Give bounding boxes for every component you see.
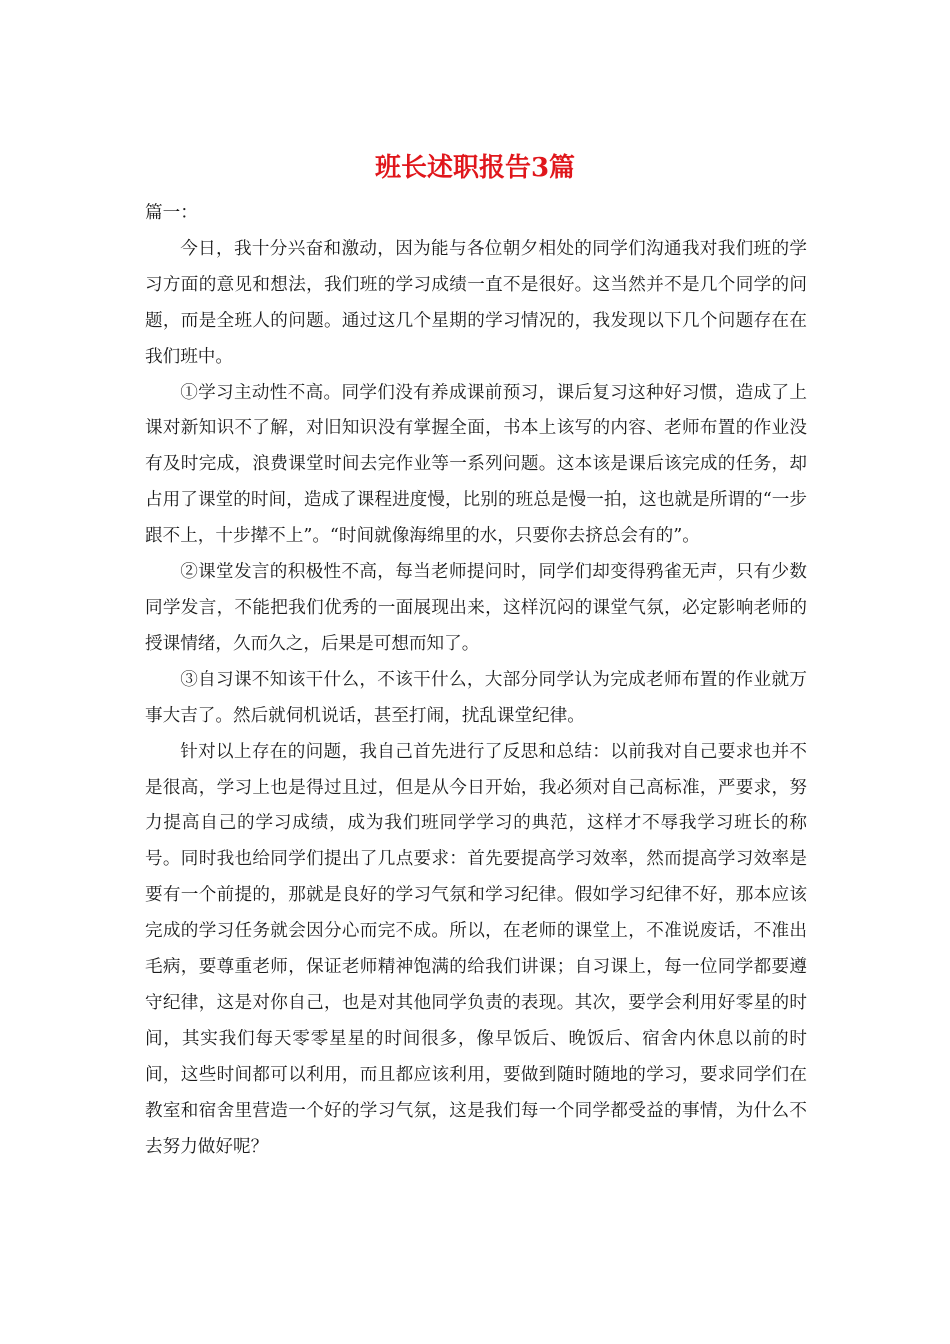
paragraph-intro: 今日，我十分兴奋和激动，因为能与各位朝夕相处的同学们沟通我对我们班的学习方面的意见和想法，我们班的学习成绩一直不是很好。这当然并不是几个同学的问题，而是全班人的问题。通过这几个星期的学习情况的，我发现以下几个问题存在在我们班中。	[145, 238, 807, 367]
document-title: 班长述职报告3篇	[374, 153, 576, 183]
paragraph-reflection: 针对以上存在的问题，我自己首先进行了反思和总结：以前我对自己要求也并不是很高，学习上也是得过且过，但是从今日开始，我必须对自己高标准，严要求，努力提高自己的学习成绩，成为我们班同学学习的典范，这样才不辱我学习班长的称号。同时我也给同学们提出了几点要求：首先要提高学习效率，然而提高学习效率是要有一个前提的，那就是良好的学习气氛和学习纪律。假如学习纪律不好，那本应该完成的学习任务就会因分心而完不成。所以，在老师的课堂上，不准说废话，不准出毛病，要尊重老师，保证老师精神饱满的给我们讲课；自习课上，每一位同学都要遵守纪律，这是对你自己，也是对其他同学负责的表现。其次，要学会利用好零星的时间，其实我们每天零零星星的时间很多，像早饭后、晚饭后、宿舍内休息以前的时间，这些时间都可以利用，而且都应该利用，要做到随时随地的学习，要求同学们在教室和宿舍里营造一个好的学习气氛，这是我们每一个同学都受益的事情，为什么不去努力做好呢？	[145, 741, 807, 1157]
paragraph-point-1: ①学习主动性不高。同学们没有养成课前预习，课后复习这种好习惯，造成了上课对新知识不了解，对旧知识没有掌握全面，书本上该写的内容、老师布置的作业没有及时完成，浪费课堂时间去完作业等一系列问题。这本该是课后该完成的任务，却占用了课堂的时间，造成了课程进度慢，比别的班总是慢一拍，这也就是所谓的“一步跟不上，十步撵不上”。“时间就像海绵里的水，只要你去挤总会有的”。	[145, 382, 807, 547]
paragraph-point-3: ③自习课不知该干什么，不该干什么，大部分同学认为完成老师布置的作业就万事大吉了。然后就伺机说话，甚至打闹，扰乱课堂纪律。	[145, 669, 807, 726]
document-body	[145, 196, 807, 1165]
paragraph-point-2: ②课堂发言的积极性不高，每当老师提问时，同学们却变得鸦雀无声，只有少数同学发言，不能把我们优秀的一面展现出来，这样沉闷的课堂气氛，必定影响老师的授课情绪，久而久之，后果是可想而知了。	[145, 562, 807, 654]
section-label: 篇一：	[145, 203, 198, 223]
